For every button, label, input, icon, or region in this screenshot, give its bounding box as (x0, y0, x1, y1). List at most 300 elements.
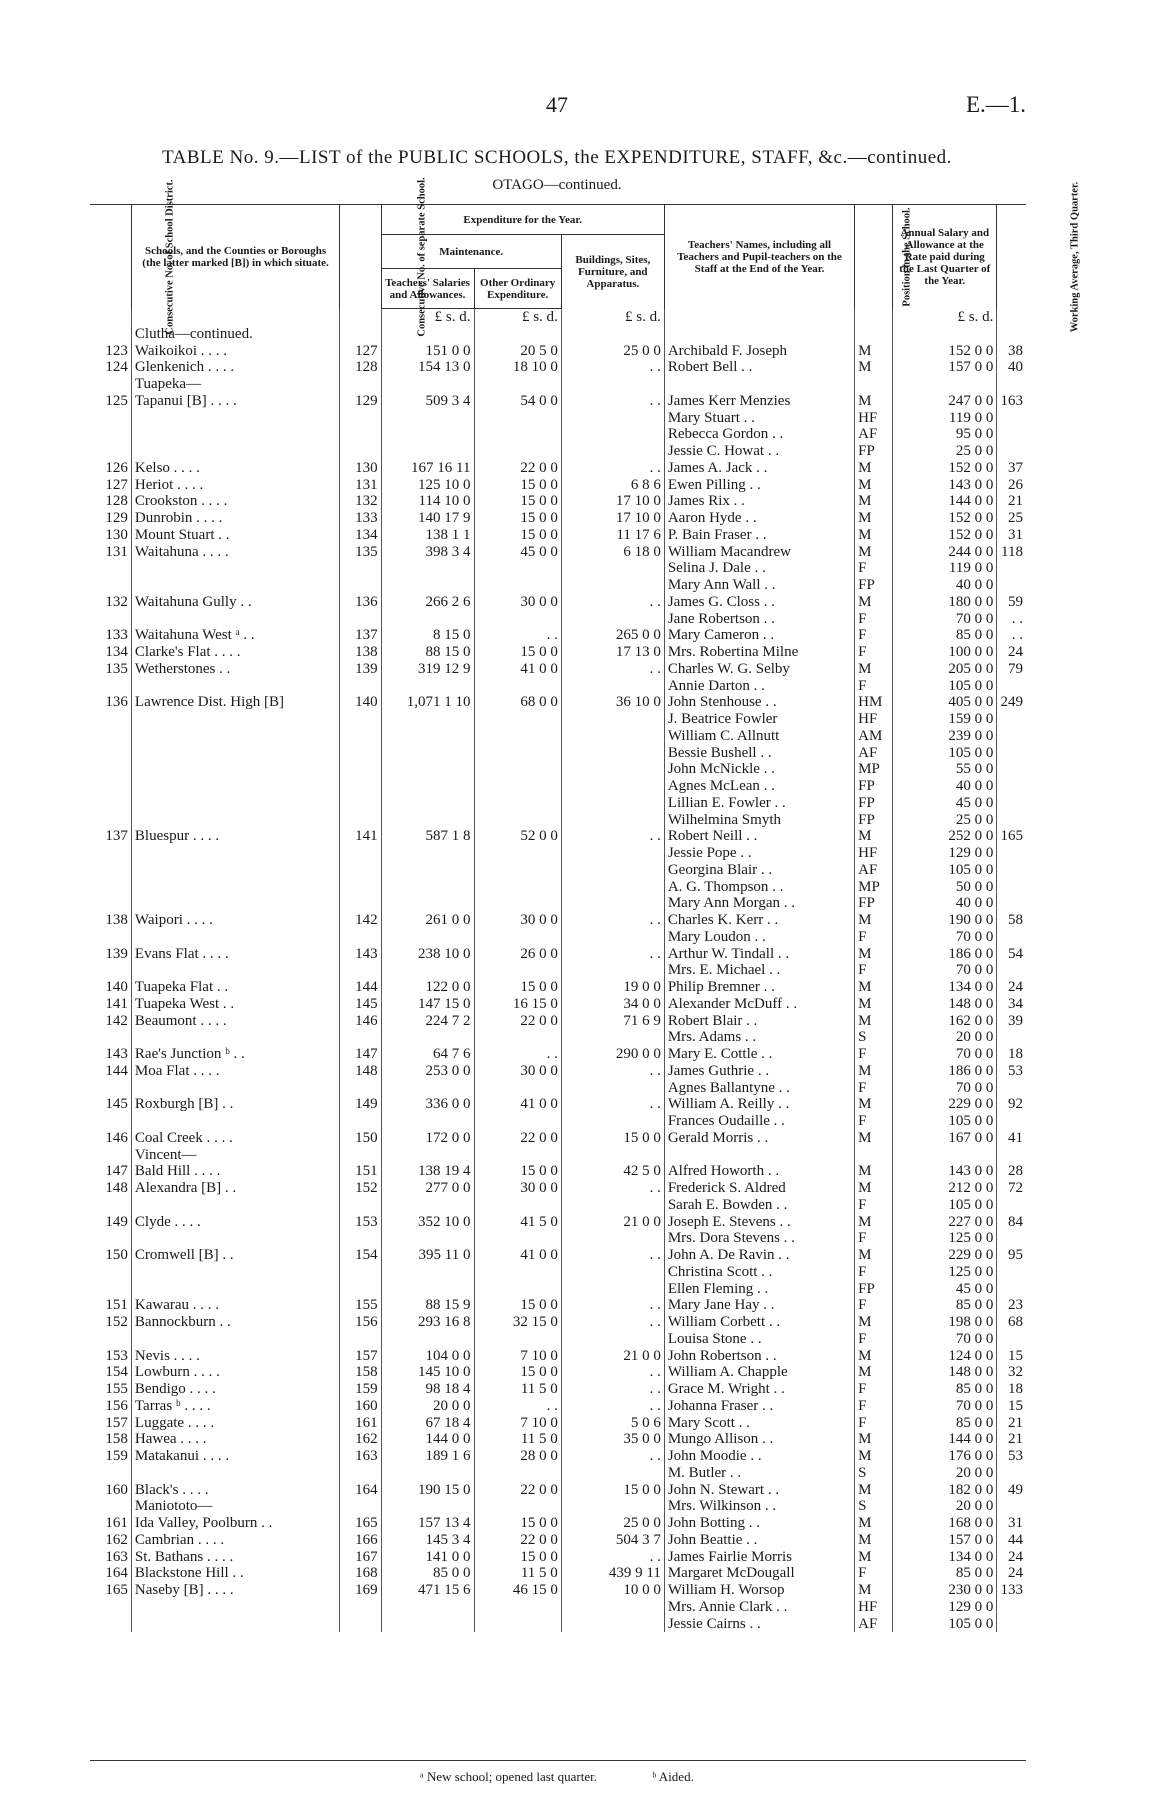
cell-annual-salary: 159 0 0 (893, 711, 997, 728)
cell-salaries (381, 410, 474, 427)
cell-salaries (381, 577, 474, 594)
cell-salaries (381, 795, 474, 812)
cell-other-expenditure: 22 0 0 (474, 1532, 561, 1549)
cell-other-expenditure: 30 0 0 (474, 1063, 561, 1080)
cell-district-no: 148 (105, 1180, 128, 1196)
cell-position: HF (855, 845, 893, 862)
cell-salaries: 88 15 0 (381, 644, 474, 661)
table-row (90, 644, 1026, 661)
table-row (90, 544, 1026, 561)
cell-buildings (561, 1616, 664, 1633)
col-dist-no-header: Consecutive No. of School District. (90, 205, 131, 309)
table-row (90, 979, 1026, 996)
table-row (90, 1113, 1026, 1130)
cell-district-no (90, 1147, 131, 1164)
cell-other-expenditure: 15 0 0 (474, 644, 561, 661)
cell-annual-salary: 152 0 0 (893, 343, 997, 360)
cell-annual-salary: 186 0 0 (893, 946, 997, 963)
cell-other-expenditure (474, 1147, 561, 1164)
cell-district-no (90, 711, 131, 728)
cell-district-no (90, 560, 131, 577)
cell-annual-salary: 229 0 0 (893, 1247, 997, 1264)
cell-other-expenditure: . . (474, 1046, 561, 1063)
table-row (90, 1532, 1026, 1549)
cell-other-expenditure: 54 0 0 (474, 393, 561, 410)
cell-buildings: . . (561, 912, 664, 929)
cell-school-name (131, 1264, 339, 1281)
table-row (90, 1297, 1026, 1314)
cell-salaries: 319 12 9 (381, 661, 474, 678)
cell-teacher-name: John Stenhouse . . (664, 694, 854, 711)
table-row (90, 477, 1026, 494)
cell-position: AF (855, 862, 893, 879)
cell-school-no (340, 1498, 381, 1515)
cell-district-no (90, 1230, 131, 1247)
cell-position: F (855, 929, 893, 946)
cell-working-average (997, 795, 1026, 812)
cell-school-name: Luggate . . . . (131, 1415, 339, 1432)
cell-buildings: 17 10 0 (561, 493, 664, 510)
table-row (90, 1415, 1026, 1432)
cell-annual-salary: 70 0 0 (893, 611, 997, 628)
table-row (90, 728, 1026, 745)
cell-position: M (855, 912, 893, 929)
cell-working-average: 44 (997, 1532, 1026, 1549)
table-row (90, 694, 1026, 711)
cell-annual-salary: 119 0 0 (893, 560, 997, 577)
cell-salaries (381, 560, 474, 577)
table-row (90, 1431, 1026, 1448)
cell-school-name (131, 1599, 339, 1616)
cell-other-expenditure (474, 778, 561, 795)
cell-buildings (561, 1147, 664, 1164)
table-row (90, 812, 1026, 829)
cell-buildings (561, 778, 664, 795)
cell-school-no (340, 962, 381, 979)
cell-buildings: 11 17 6 (561, 527, 664, 544)
cell-other-expenditure: 41 0 0 (474, 1247, 561, 1264)
cell-school-no (340, 1080, 381, 1097)
cell-district-no (90, 862, 131, 879)
cell-position: F (855, 1331, 893, 1348)
cell-school-no (340, 443, 381, 460)
cell-district-no: 131 (105, 543, 128, 560)
cell-working-average (997, 1080, 1026, 1097)
cell-school-no: 151 (340, 1163, 381, 1180)
cell-annual-salary: 105 0 0 (893, 1616, 997, 1633)
cell-teacher-name: John Moodie . . (664, 1448, 854, 1465)
cell-school-name: Vincent— (131, 1147, 339, 1164)
cell-school-name: Evans Flat . . . . (131, 946, 339, 963)
footnote-a: ᵃ New school; opened last quarter. (420, 1769, 597, 1784)
cell-other-expenditure (474, 1230, 561, 1247)
cell-position: M (855, 1348, 893, 1365)
cell-annual-salary: 186 0 0 (893, 1063, 997, 1080)
cell-school-name: Clyde . . . . (131, 1214, 339, 1231)
cell-other-expenditure (474, 745, 561, 762)
cell-buildings: . . (561, 828, 664, 845)
cell-position: F (855, 1565, 893, 1582)
cell-district-no: 158 (105, 1431, 128, 1448)
cell-annual-salary: 125 0 0 (893, 1230, 997, 1247)
cell-working-average: 34 (997, 996, 1026, 1013)
cell-working-average: 165 (997, 828, 1026, 845)
cell-district-no: 124 (105, 359, 128, 376)
table-row (90, 1465, 1026, 1482)
cell-other-expenditure: 30 0 0 (474, 594, 561, 611)
cell-annual-salary: 105 0 0 (893, 862, 997, 879)
cell-district-no: 161 (105, 1515, 128, 1531)
cell-school-no: 155 (340, 1297, 381, 1314)
cell-school-no: 128 (340, 359, 381, 376)
col-teachers-header: Teachers' Names, including all Teachers and Pupil-teachers on the Staff at the End of the Year. (664, 205, 854, 309)
cell-buildings: 290 0 0 (561, 1046, 664, 1063)
cell-teacher-name: Archibald F. Joseph (664, 343, 854, 360)
cell-school-name (131, 728, 339, 745)
cell-district-no (90, 845, 131, 862)
cell-school-no: 140 (340, 694, 381, 711)
cell-salaries: 145 3 4 (381, 1532, 474, 1549)
cell-teacher-name: Aaron Hyde . . (664, 510, 854, 527)
cell-position: S (855, 1498, 893, 1515)
table-row (90, 962, 1026, 979)
cell-annual-salary: 85 0 0 (893, 1565, 997, 1582)
cell-school-no (340, 560, 381, 577)
cell-working-average (997, 426, 1026, 443)
cell-position: F (855, 1046, 893, 1063)
cell-other-expenditure (474, 1029, 561, 1046)
cell-district-no: 127 (105, 476, 128, 493)
cell-salaries (381, 1281, 474, 1298)
cell-salaries: 147 15 0 (381, 996, 474, 1013)
cell-working-average: 38 (997, 343, 1026, 360)
cell-district-no (90, 410, 131, 427)
cell-working-average (997, 962, 1026, 979)
cell-teacher-name: Selina J. Dale . . (664, 560, 854, 577)
cell-other-expenditure: 18 10 0 (474, 359, 561, 376)
cell-position: M (855, 477, 893, 494)
cell-position: M (855, 343, 893, 360)
cell-other-expenditure: 15 0 0 (474, 1364, 561, 1381)
cell-other-expenditure: 22 0 0 (474, 1482, 561, 1499)
cell-position: M (855, 1515, 893, 1532)
cell-salaries: 98 18 4 (381, 1381, 474, 1398)
cell-school-no (340, 879, 381, 896)
cell-teacher-name: William H. Worsop (664, 1582, 854, 1599)
table-row (90, 326, 1026, 343)
cell-annual-salary: 212 0 0 (893, 1180, 997, 1197)
cell-buildings (561, 611, 664, 628)
cell-working-average: 26 (997, 477, 1026, 494)
cell-district-no (90, 812, 131, 829)
cell-annual-salary: 25 0 0 (893, 443, 997, 460)
cell-district-no: 157 (105, 1414, 128, 1431)
cell-district-no (90, 1331, 131, 1348)
cell-salaries: 154 13 0 (381, 359, 474, 376)
cell-salaries: 20 0 0 (381, 1398, 474, 1415)
cell-other-expenditure (474, 1465, 561, 1482)
cell-other-expenditure: 15 0 0 (474, 1297, 561, 1314)
cell-annual-salary: 85 0 0 (893, 1297, 997, 1314)
cell-teacher-name: Mrs. Annie Clark . . (664, 1599, 854, 1616)
cell-position: F (855, 1264, 893, 1281)
cell-other-expenditure: 15 0 0 (474, 493, 561, 510)
cell-other-expenditure: 11 5 0 (474, 1381, 561, 1398)
cell-school-no: 127 (340, 343, 381, 360)
cell-school-no (340, 711, 381, 728)
cell-other-expenditure (474, 326, 561, 343)
cell-school-no: 129 (340, 393, 381, 410)
table-row (90, 1381, 1026, 1398)
cell-teacher-name: Annie Darton . . (664, 678, 854, 695)
cell-school-no (340, 410, 381, 427)
cell-position: M (855, 510, 893, 527)
cell-buildings (561, 1113, 664, 1130)
cell-buildings (561, 1498, 664, 1515)
cell-district-no (90, 678, 131, 695)
table-row (90, 862, 1026, 879)
cell-buildings: . . (561, 359, 664, 376)
cell-annual-salary: 229 0 0 (893, 1096, 997, 1113)
cell-annual-salary: 205 0 0 (893, 661, 997, 678)
cell-salaries: 509 3 4 (381, 393, 474, 410)
cell-buildings (561, 376, 664, 393)
cell-position: M (855, 661, 893, 678)
cell-working-average (997, 1616, 1026, 1633)
table-row (90, 1096, 1026, 1113)
cell-salaries: 238 10 0 (381, 946, 474, 963)
cell-district-no (90, 761, 131, 778)
table-row (90, 1230, 1026, 1247)
cell-other-expenditure: 15 0 0 (474, 979, 561, 996)
cell-position: M (855, 1431, 893, 1448)
cell-annual-salary: 70 0 0 (893, 1398, 997, 1415)
cell-other-expenditure (474, 761, 561, 778)
cell-other-expenditure: 26 0 0 (474, 946, 561, 963)
cell-working-average: 15 (997, 1398, 1026, 1415)
table-row (90, 1616, 1026, 1633)
cell-position: FP (855, 795, 893, 812)
cell-teacher-name: Mrs. Dora Stevens . . (664, 1230, 854, 1247)
cell-annual-salary: 244 0 0 (893, 544, 997, 561)
cell-working-average (997, 1264, 1026, 1281)
col-school-header: Schools, and the Counties or Boroughs (the latter marked [B]) in which situate. (131, 205, 339, 309)
cell-teacher-name: Jessie C. Howat . . (664, 443, 854, 460)
table-row (90, 678, 1026, 695)
cell-teacher-name: John A. De Ravin . . (664, 1247, 854, 1264)
cell-position: F (855, 611, 893, 628)
cell-annual-salary: 144 0 0 (893, 1431, 997, 1448)
cell-district-no: 160 (105, 1481, 128, 1498)
cell-buildings (561, 426, 664, 443)
cell-district-no (90, 895, 131, 912)
cell-school-name (131, 1029, 339, 1046)
cell-school-no (340, 1281, 381, 1298)
cell-position: FP (855, 778, 893, 795)
cell-annual-salary: 20 0 0 (893, 1465, 997, 1482)
cell-district-no: 143 (105, 1046, 128, 1062)
cell-district-no: 129 (105, 510, 128, 526)
cell-teacher-name: Johanna Fraser . . (664, 1398, 854, 1415)
cell-other-expenditure (474, 711, 561, 728)
cell-buildings: 17 13 0 (561, 644, 664, 661)
cell-salaries (381, 1230, 474, 1247)
cell-school-name (131, 962, 339, 979)
cell-teacher-name: Gerald Morris . . (664, 1130, 854, 1147)
cell-district-no (90, 1264, 131, 1281)
cell-school-no (340, 611, 381, 628)
cell-position: S (855, 1465, 893, 1482)
cell-buildings: 6 8 6 (561, 477, 664, 494)
cell-other-expenditure: 41 5 0 (474, 1214, 561, 1231)
cell-salaries: 67 18 4 (381, 1415, 474, 1432)
cell-other-expenditure: 52 0 0 (474, 828, 561, 845)
cell-buildings (561, 1230, 664, 1247)
cell-annual-salary: 70 0 0 (893, 929, 997, 946)
table-row (90, 1197, 1026, 1214)
cell-district-no: 123 (105, 342, 128, 359)
table-row (90, 560, 1026, 577)
cell-working-average: 163 (997, 393, 1026, 410)
cell-school-name: Heriot . . . . (131, 477, 339, 494)
cell-position: M (855, 393, 893, 410)
cell-working-average: 18 (997, 1381, 1026, 1398)
cell-district-no: 162 (105, 1531, 128, 1548)
cell-position: M (855, 1130, 893, 1147)
cell-position: FP (855, 577, 893, 594)
cell-district-no: 134 (105, 644, 128, 660)
cell-salaries: 336 0 0 (381, 1096, 474, 1113)
cell-salaries: 277 0 0 (381, 1180, 474, 1197)
cell-school-no: 154 (340, 1247, 381, 1264)
cell-school-name (131, 560, 339, 577)
cell-school-name (131, 678, 339, 695)
cell-working-average: 54 (997, 946, 1026, 963)
units-salaries: £ s. d. (381, 309, 474, 326)
cell-school-name: Tuapeka— (131, 376, 339, 393)
cell-school-no: 156 (340, 1314, 381, 1331)
footnote-rule (90, 1760, 1026, 1761)
cell-school-name: Dunrobin . . . . (131, 510, 339, 527)
cell-buildings: . . (561, 1297, 664, 1314)
cell-school-name: Lowburn . . . . (131, 1364, 339, 1381)
cell-other-expenditure (474, 611, 561, 628)
cell-teacher-name: Mrs. E. Michael . . (664, 962, 854, 979)
cell-teacher-name: Mary Ann Morgan . . (664, 895, 854, 912)
cell-position: M (855, 1582, 893, 1599)
cell-annual-salary: 70 0 0 (893, 1080, 997, 1097)
cell-position: HF (855, 1599, 893, 1616)
cell-school-no: 135 (340, 544, 381, 561)
table-row (90, 1599, 1026, 1616)
cell-buildings (561, 1264, 664, 1281)
cell-school-name: Roxburgh [B] . . (131, 1096, 339, 1113)
table-row (90, 1364, 1026, 1381)
table-row (90, 778, 1026, 795)
cell-school-name: Naseby [B] . . . . (131, 1582, 339, 1599)
cell-salaries: 138 1 1 (381, 527, 474, 544)
cell-salaries (381, 1498, 474, 1515)
cell-annual-salary (893, 1147, 997, 1164)
table-row (90, 1046, 1026, 1063)
table-title: TABLE No. 9.—LIST of the PUBLIC SCHOOLS, the EXPENDITURE, STAFF, &c.—continued. (162, 147, 952, 168)
cell-school-name: Blackstone Hill . . (131, 1565, 339, 1582)
cell-working-average (997, 443, 1026, 460)
cell-annual-salary: 119 0 0 (893, 410, 997, 427)
cell-annual-salary: 405 0 0 (893, 694, 997, 711)
col-attendance-header: Working Average, Third Quarter. (997, 205, 1026, 309)
cell-school-name (131, 761, 339, 778)
cell-salaries: 587 1 8 (381, 828, 474, 845)
cell-working-average: 41 (997, 1130, 1026, 1147)
cell-other-expenditure: 30 0 0 (474, 912, 561, 929)
cell-district-no: 153 (105, 1347, 128, 1364)
cell-school-name (131, 1465, 339, 1482)
col-other-expenditure-header: Other Ordinary Expenditure. (474, 269, 561, 309)
cell-buildings: 42 5 0 (561, 1163, 664, 1180)
cell-district-no: 147 (105, 1163, 128, 1180)
cell-buildings: 35 0 0 (561, 1431, 664, 1448)
cell-salaries (381, 1113, 474, 1130)
cell-salaries: 145 10 0 (381, 1364, 474, 1381)
cell-school-name: Mount Stuart . . (131, 527, 339, 544)
cell-salaries (381, 678, 474, 695)
cell-other-expenditure (474, 443, 561, 460)
cell-school-name: Rae's Junction ᵇ . . (131, 1046, 339, 1063)
cell-salaries (381, 1331, 474, 1348)
cell-buildings: . . (561, 661, 664, 678)
cell-other-expenditure (474, 577, 561, 594)
cell-working-average: 24 (997, 979, 1026, 996)
cell-working-average (997, 728, 1026, 745)
cell-position: M (855, 946, 893, 963)
cell-salaries: 352 10 0 (381, 1214, 474, 1231)
cell-school-no (340, 761, 381, 778)
table-row (90, 527, 1026, 544)
cell-buildings: 21 0 0 (561, 1348, 664, 1365)
cell-annual-salary: 134 0 0 (893, 1549, 997, 1566)
table-subtitle: OTAGO—continued. (492, 177, 622, 193)
cell-school-name (131, 1281, 339, 1298)
cell-teacher-name: William A. Chapple (664, 1364, 854, 1381)
cell-teacher-name: Mary Stuart . . (664, 410, 854, 427)
cell-working-average: 118 (997, 544, 1026, 561)
cell-teacher-name: James Kerr Menzies (664, 393, 854, 410)
cell-school-no: 162 (340, 1431, 381, 1448)
cell-working-average (997, 1281, 1026, 1298)
cell-teacher-name: William Macandrew (664, 544, 854, 561)
cell-school-name: Bannockburn . . (131, 1314, 339, 1331)
cell-position: F (855, 1113, 893, 1130)
cell-district-no: 156 (105, 1397, 128, 1414)
cell-district-no: 141 (105, 995, 128, 1012)
cell-working-average: 31 (997, 527, 1026, 544)
cell-buildings (561, 895, 664, 912)
table-row (90, 1029, 1026, 1046)
cell-school-name: Cromwell [B] . . (131, 1247, 339, 1264)
cell-other-expenditure: 15 0 0 (474, 1549, 561, 1566)
cell-school-name: Ida Valley, Poolburn . . (131, 1515, 339, 1532)
cell-school-no (340, 895, 381, 912)
cell-teacher-name: Arthur W. Tindall . . (664, 946, 854, 963)
cell-school-no: 132 (340, 493, 381, 510)
cell-school-name (131, 1616, 339, 1633)
cell-position: F (855, 1230, 893, 1247)
cell-position: MP (855, 761, 893, 778)
cell-working-average: 15 (997, 1348, 1026, 1365)
cell-teacher-name: Mary Ann Wall . . (664, 577, 854, 594)
cell-teacher-name: Grace M. Wright . . (664, 1381, 854, 1398)
